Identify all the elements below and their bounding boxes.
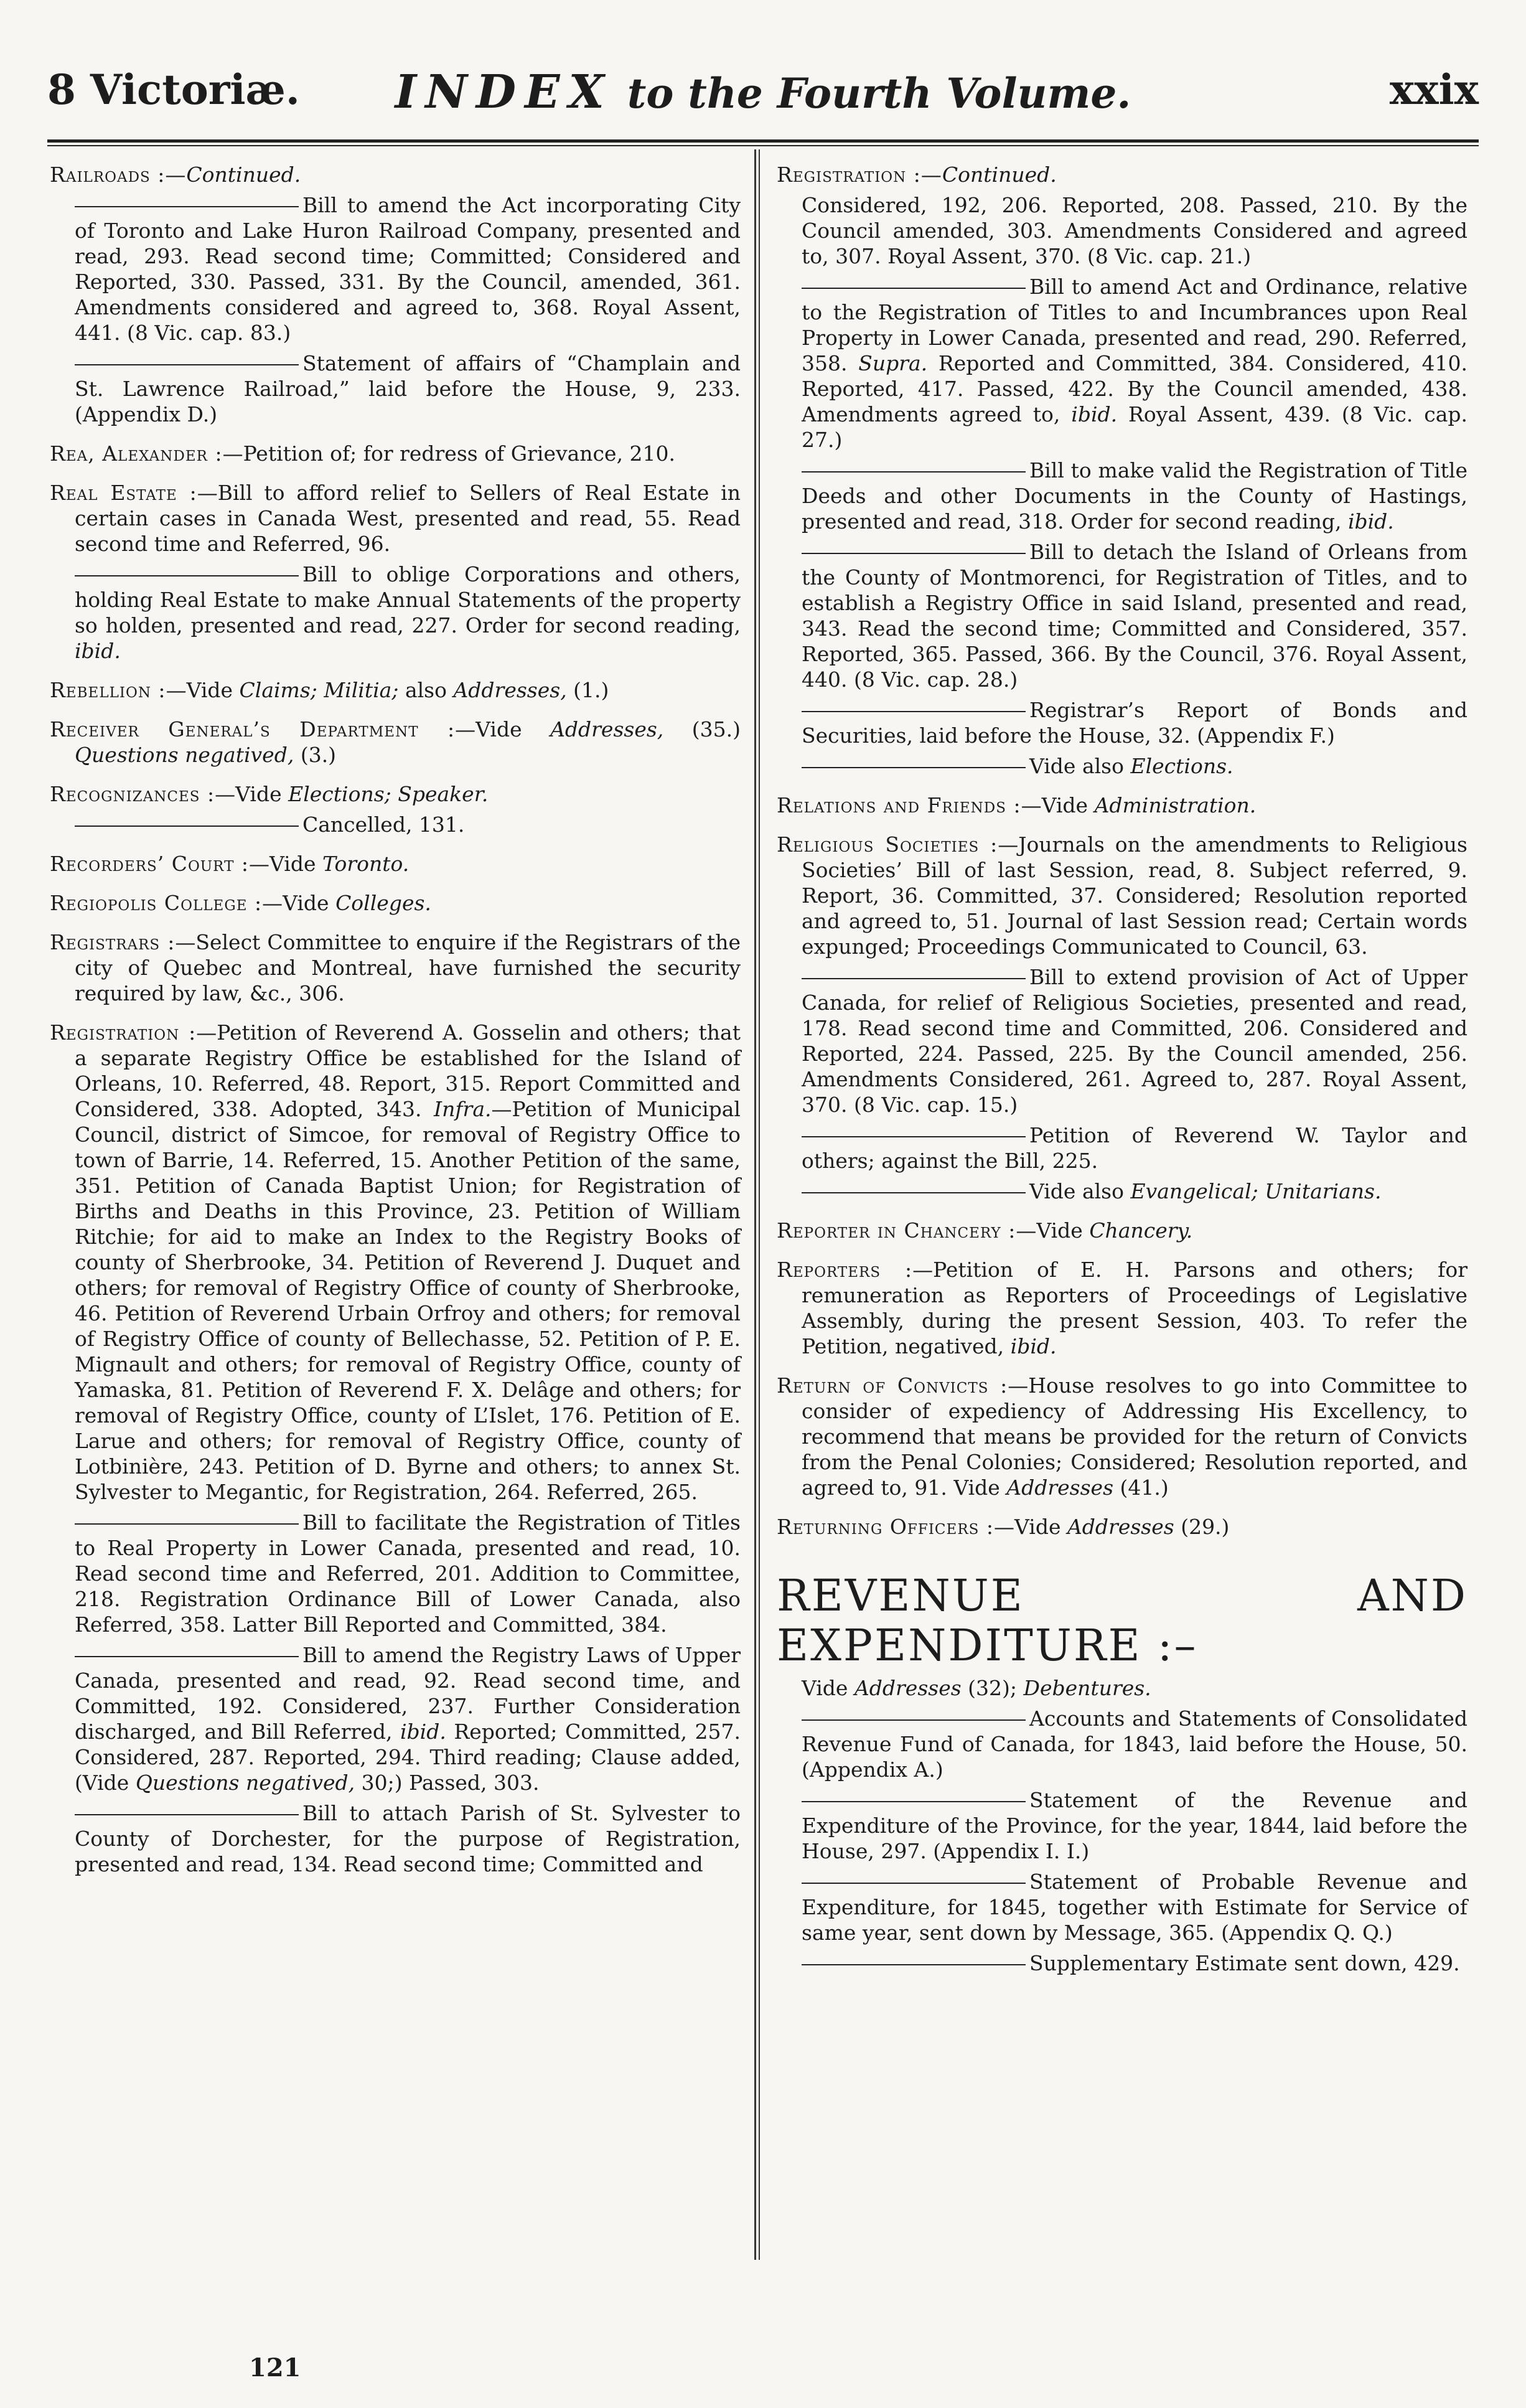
- sub-entry: [50, 562, 741, 664]
- sub-entry-text: Statement of Probable Revenue and Expenditure, for 1845, together with Estimate for Service of same year, sent down by Message, 365. (Appendix Q. Q.): [802, 1869, 1467, 1945]
- sub-entry-text: Statement of affairs of “Champlain and St. Lawrence Railroad,” laid before the House, 9, 233. (Appendix D.): [75, 351, 741, 426]
- entry-text: —Petition of; for redress of Grievance, 210.: [222, 441, 676, 466]
- dash-rule: [802, 1801, 1026, 1802]
- entry-text: —Bill to afford relief to Sellers of Real Estate in certain cases in Canada West, presented and read, 55. Read second time and Referred, 96.: [75, 481, 741, 556]
- dash-rule: [75, 1814, 299, 1815]
- sub-entry-text: Bill to detach the Island of Orleans from the County of Montmorenci, for Registration of Titles, and to establish a Registry Office in said Island, presented and read, 343. Read the second time; Committed and Considered, 357. Reported, 365. Passed, 366. By the Council, 376. Royal Assent, 440. (8 Vic. cap. 28.): [802, 540, 1467, 692]
- entry-registrars: [50, 929, 741, 1006]
- cross-ref: Chancery.: [1089, 1218, 1193, 1243]
- dash-rule: [75, 364, 299, 365]
- entry-text: —Journals on the amendments to Religious Societies’ Bill of last Session, read, 8. Subject referred, 9. Report, 36. Committed, 37. Considered; Resolution reported and agreed to, 51. Journal of last Session read; Certain words expunged; Proceedings Communicated to Council, 63.: [802, 832, 1467, 959]
- entry-heading: Reporter in Chancery :: [777, 1218, 1016, 1243]
- sub-entry-text: Royal Assent, 439. (8 Vic. cap. 27.): [802, 402, 1467, 452]
- sub-entry: [50, 1510, 741, 1637]
- dash-rule: [802, 1136, 1026, 1137]
- entry-return-of-convicts: [777, 1373, 1467, 1500]
- dash-rule: [802, 1883, 1026, 1884]
- sub-entry-text: Supplementary Estimate sent down, 429.: [1029, 1951, 1460, 1975]
- sub-entry: [777, 753, 1467, 779]
- entry-heading: Receiver General’s Department :: [50, 717, 456, 741]
- sub-entry-text: Considered, 192, 206. Reported, 208. Passed, 210. By the Council amended, 303. Amendments Considered and agreed to, 307. Royal Assent, 370. (8 Vic. cap. 21.): [802, 193, 1467, 268]
- sub-entry: [777, 274, 1467, 453]
- entry-text: —Petition of E. H. Parsons and others; for remuneration as Reporters of Proceedings of Legislative Assembly, during the present Session, 403. To refer the Petition, negatived,: [802, 1258, 1467, 1358]
- entry-regiopolis-college: [50, 890, 741, 916]
- entry-railroads: [50, 162, 741, 187]
- cross-ref: Addresses: [1006, 1475, 1114, 1500]
- page-number: 121: [249, 2353, 301, 2382]
- sub-entry-text: Reported; Committed, 257. Considered, 287. Reported, 294. Third reading; Clause added, (Vide: [75, 1719, 741, 1795]
- sub-entry: [50, 1800, 741, 1877]
- cross-ref: Addresses,: [453, 678, 567, 702]
- ref-number: (35.): [663, 717, 741, 741]
- vide-label: —Vide: [215, 782, 289, 806]
- sub-entry: [50, 350, 741, 427]
- ref-number: (32);: [961, 1676, 1024, 1700]
- sub-entry-text: Registrar’s Report of Bonds and Securities, laid before the House, 32. (Appendix F.): [802, 698, 1467, 748]
- cross-ref: Administration.: [1094, 793, 1257, 817]
- vide-label: —Vide: [1016, 1218, 1090, 1243]
- entry-relations: [777, 792, 1467, 818]
- sub-entry: [777, 539, 1467, 692]
- sub-entry-text: Accounts and Statements of Consolidated Revenue Fund of Canada, for 1843, laid before the House, 50. (Appendix A.): [802, 1706, 1467, 1782]
- entry-recognizances: [50, 781, 741, 807]
- entry-heading: Registration :—: [777, 162, 942, 187]
- cross-ref: Elections; Speaker.: [288, 782, 489, 806]
- ref-number: (3.): [294, 743, 337, 767]
- sub-entry-text: Reported and Committed, 384. Considered, 410. Reported, 417. Passed, 422. By the Council amended, 438. Amendments agreed to,: [802, 351, 1468, 426]
- header-title: [47, 65, 1479, 119]
- dash-rule: [802, 978, 1026, 979]
- sub-entry-text: Bill to make valid the Registration of Title Deeds and other Documents in the County of Hastings, presented and read, 318. Order for second reading,: [802, 458, 1467, 534]
- sub-entry-text: Vide also: [1029, 754, 1131, 778]
- entry-religious-societies: [777, 832, 1467, 959]
- header-title-rest: to the Fourth Volume.: [612, 69, 1131, 118]
- sub-entry: [777, 1950, 1467, 1976]
- header-page-roman: xxix: [1389, 65, 1479, 114]
- continued-label: Continued.: [942, 162, 1057, 187]
- sub-entry: [777, 458, 1467, 534]
- vide-label: —Vide: [166, 678, 240, 702]
- entry-heading: Rebellion :: [50, 678, 166, 702]
- cross-ref: Elections.: [1130, 754, 1233, 778]
- cross-ref: Questions negatived,: [135, 1771, 355, 1795]
- sub-entry: [777, 1787, 1467, 1864]
- sub-entry: [777, 1178, 1467, 1204]
- entry-heading: Returning Officers :: [777, 1515, 995, 1539]
- ibid-ref: ibid.: [1347, 509, 1394, 534]
- dash-rule: [802, 1964, 1026, 1965]
- sub-entry: [777, 1675, 1467, 1701]
- entry-recorders-court: [50, 851, 741, 877]
- dash-rule: [75, 1656, 299, 1657]
- entry-heading: Reporters :: [777, 1258, 913, 1282]
- ref-number: (1.): [566, 678, 609, 702]
- cross-ref: Evangelical; Unitarians.: [1130, 1179, 1382, 1203]
- entry-heading: Regiopolis College :: [50, 891, 263, 915]
- continued-label: Continued.: [186, 162, 301, 187]
- ibid-ref: ibid.: [1071, 402, 1118, 426]
- cross-ref: Claims; Militia;: [239, 678, 399, 702]
- vide-label: —Vide: [994, 1515, 1067, 1539]
- entry-receiver-general: [50, 717, 741, 768]
- entry-heading: Registrars :: [50, 930, 176, 954]
- dash-rule: [75, 1523, 299, 1525]
- entry-reporters: [777, 1257, 1467, 1359]
- dash-rule: [802, 711, 1026, 712]
- entry-text: —Petition of Municipal Council, district of Simcoe, for removal of Registry Office to town of Barrie, 14. Referred, 15. Another Petition of the same, 351. Petition of Canada Baptist Union; for Registration of Births and Deaths in this Province, 23. Petition of William Ritchie; for aid to make an Index to the Registry Books of county of Sherbrooke, 34. Petition of Reverend J. Duquet and others; for removal of Registry Office of county of Sherbrooke, 46. Petition of Reverend Urbain Orfroy and others; for removal of Registry Office of county of Bellechasse, 52. Petition of P. E. Mignault and others; for removal of Registry Office, county of Yamaska, 81. Petition of Reverend F. X. Delâge and others; for removal of Registry Office, county of L’Islet, 176. Petition of E. Larue and others; for removal of Registry Office, county of Lotbinière, 243. Petition of D. Byrne and others; to annex St. Sylvester to Megantic, for Registration, 264. Referred, 265.: [75, 1097, 741, 1504]
- sub-entry: [777, 1706, 1467, 1782]
- sub-entry-text: Cancelled, 131.: [302, 812, 465, 837]
- sub-entry-text: 30;) Passed, 303.: [355, 1771, 540, 1795]
- infra-ref: Infra.: [434, 1097, 492, 1121]
- header-session: 8 Victoriæ.: [47, 65, 300, 114]
- entry-heading: Religious Societies :: [777, 832, 998, 857]
- entry-rea: [50, 441, 741, 466]
- cross-ref: Addresses,: [550, 717, 664, 741]
- entry-heading: Railroads :—: [50, 162, 187, 187]
- sub-entry: [777, 192, 1467, 269]
- dash-rule: [802, 471, 1026, 473]
- dash-rule: [802, 767, 1026, 768]
- ibid-ref: ibid.: [75, 639, 121, 663]
- entry-heading: Recognizances :: [50, 782, 215, 806]
- entry-heading: Relations and Friends :: [777, 793, 1021, 817]
- entry-real-estate: [50, 480, 741, 557]
- right-column: [777, 162, 1467, 1990]
- sub-entry-text: Statement of the Revenue and Expenditure of the Province, for the year, 1844, laid before the House, 297. (Appendix I. I.): [802, 1788, 1467, 1863]
- dash-rule: [75, 575, 299, 576]
- cross-ref: Questions negatived,: [75, 743, 294, 767]
- entry-reporter-in-chancery: [777, 1218, 1467, 1243]
- left-column: [50, 162, 741, 1891]
- sub-entry: [777, 1869, 1467, 1945]
- cross-ref: Debentures.: [1023, 1676, 1151, 1700]
- sub-entry-text: Bill to facilitate the Registration of Titles to Real Property in Lower Canada, presented and read, 10. Read second time and Referred, 201. Addition to Committee, 218. Registration Ordinance Bill of Lower Canada, also Referred, 358. Latter Bill Reported and Committed, 384.: [75, 1510, 741, 1637]
- vide-label: —Vide: [249, 852, 322, 876]
- entry-rebellion: [50, 677, 741, 703]
- cross-ref: Addresses: [854, 1676, 962, 1700]
- dash-rule: [802, 553, 1026, 554]
- sub-entry-text: Bill to amend the Registry Laws of Upper Canada, presented and read, 92. Read second time, and Committed, 192. Considered, 237. Further Consideration discharged, and Bill Referred,: [75, 1643, 741, 1744]
- entry-text: —Petition of Reverend A. Gosselin and others; that a separate Registry Office be established for the Island of Orleans, 10. Referred, 48. Report, 315. Report Committed and Considered, 338. Adopted, 343.: [75, 1020, 741, 1121]
- ibid-ref: ibid.: [400, 1719, 446, 1744]
- entry-returning-officers: [777, 1514, 1467, 1540]
- vide-label: Vide: [802, 1676, 854, 1700]
- cross-ref: Colleges.: [335, 891, 431, 915]
- page-header: [47, 65, 1479, 134]
- sub-entry: [777, 697, 1467, 748]
- vide-label: —Vide: [262, 891, 336, 915]
- entry-heading: Rea, Alexander :: [50, 441, 223, 466]
- sub-entry-text: Petition of Reverend W. Taylor and others; against the Bill, 225.: [802, 1123, 1467, 1173]
- sub-entry: [50, 812, 741, 837]
- cross-ref: Toronto.: [322, 852, 410, 876]
- also-label: also: [398, 678, 454, 702]
- header-rule-thick: [47, 139, 1479, 143]
- sub-entry-text: Bill to amend the Act incorporating City of Toronto and Lake Huron Railroad Company, presented and read, 293. Read second time; Committed; Considered and Reported, 330. Passed, 331. By the Council, amended, 361. Amendments considered and agreed to, 368. Royal Assent, 441. (8 Vic. cap. 83.): [75, 193, 741, 345]
- header-rule-thin: [47, 145, 1479, 146]
- revenue-expenditure-heading: REVENUE AND EXPENDITURE :–: [777, 1570, 1467, 1671]
- dash-rule: [802, 288, 1026, 289]
- sub-entry-text: Vide also: [1029, 1179, 1131, 1203]
- dash-rule: [75, 206, 299, 207]
- sub-entry: [777, 1122, 1467, 1173]
- entry-heading: Registration :: [50, 1020, 197, 1045]
- entry-heading: Real Estate :: [50, 481, 197, 505]
- vide-label: —Vide: [1021, 793, 1095, 817]
- sub-entry-text: Bill to extend provision of Act of Upper Canada, for relief of Religious Societies, presented and read, 178. Read second time and Committed, 206. Considered and Reported, 224. Passed, 225. By the Council amended, 256. Amendments Considered, 261. Agreed to, 287. Royal Assent, 370. (8 Vic. cap. 15.): [802, 965, 1467, 1117]
- header-index-word: INDEX: [395, 65, 613, 119]
- vide-label: —Vide: [455, 717, 551, 741]
- sub-entry: [50, 1642, 741, 1795]
- dash-rule: [802, 1719, 1026, 1721]
- column-divider: [754, 149, 756, 2260]
- cross-ref: Addresses: [1067, 1515, 1174, 1539]
- dash-rule: [75, 825, 299, 827]
- ibid-ref: ibid.: [1010, 1334, 1057, 1358]
- ref-number: (41.): [1113, 1475, 1169, 1500]
- entry-text: —House resolves to go into Committee to consider of expediency of Addressing His Excellency, to recommend that means be provided for the return of Convicts from the Penal Colonies; Considered; Resolution reported, and agreed to, 91. Vide: [802, 1373, 1467, 1500]
- entry-text: —Select Committee to enquire if the Registrars of the city of Quebec and Montreal, have furnished the security required by law, &c., 306.: [75, 930, 741, 1005]
- sub-entry: [777, 964, 1467, 1117]
- sub-entry-text: Bill to amend Act and Ordinance, relative to the Registration of Titles to and Incumbrances upon Real Property in Lower Canada, presented and read, 290. Referred, 358.: [802, 275, 1467, 375]
- entry-heading: Return of Convicts :: [777, 1373, 1008, 1398]
- sub-entry: [50, 192, 741, 346]
- column-divider-inner: [759, 149, 760, 2260]
- supra-ref: Supra.: [858, 351, 928, 375]
- ref-number: (29.): [1174, 1515, 1230, 1539]
- sub-entry-text: Bill to attach Parish of St. Sylvester to County of Dorchester, for the purpose of Registration, presented and read, 134. Read second time; Committed and: [75, 1801, 741, 1876]
- dash-rule: [802, 1192, 1026, 1193]
- entry-registration: [50, 1020, 741, 1505]
- sub-entry-text: Bill to oblige Corporations and others, holding Real Estate to make Annual Statements of the property so holden, presented and read, 227. Order for second reading,: [75, 562, 741, 637]
- entry-heading: Recorders’ Court :: [50, 852, 250, 876]
- entry-registration-continued: [777, 162, 1467, 187]
